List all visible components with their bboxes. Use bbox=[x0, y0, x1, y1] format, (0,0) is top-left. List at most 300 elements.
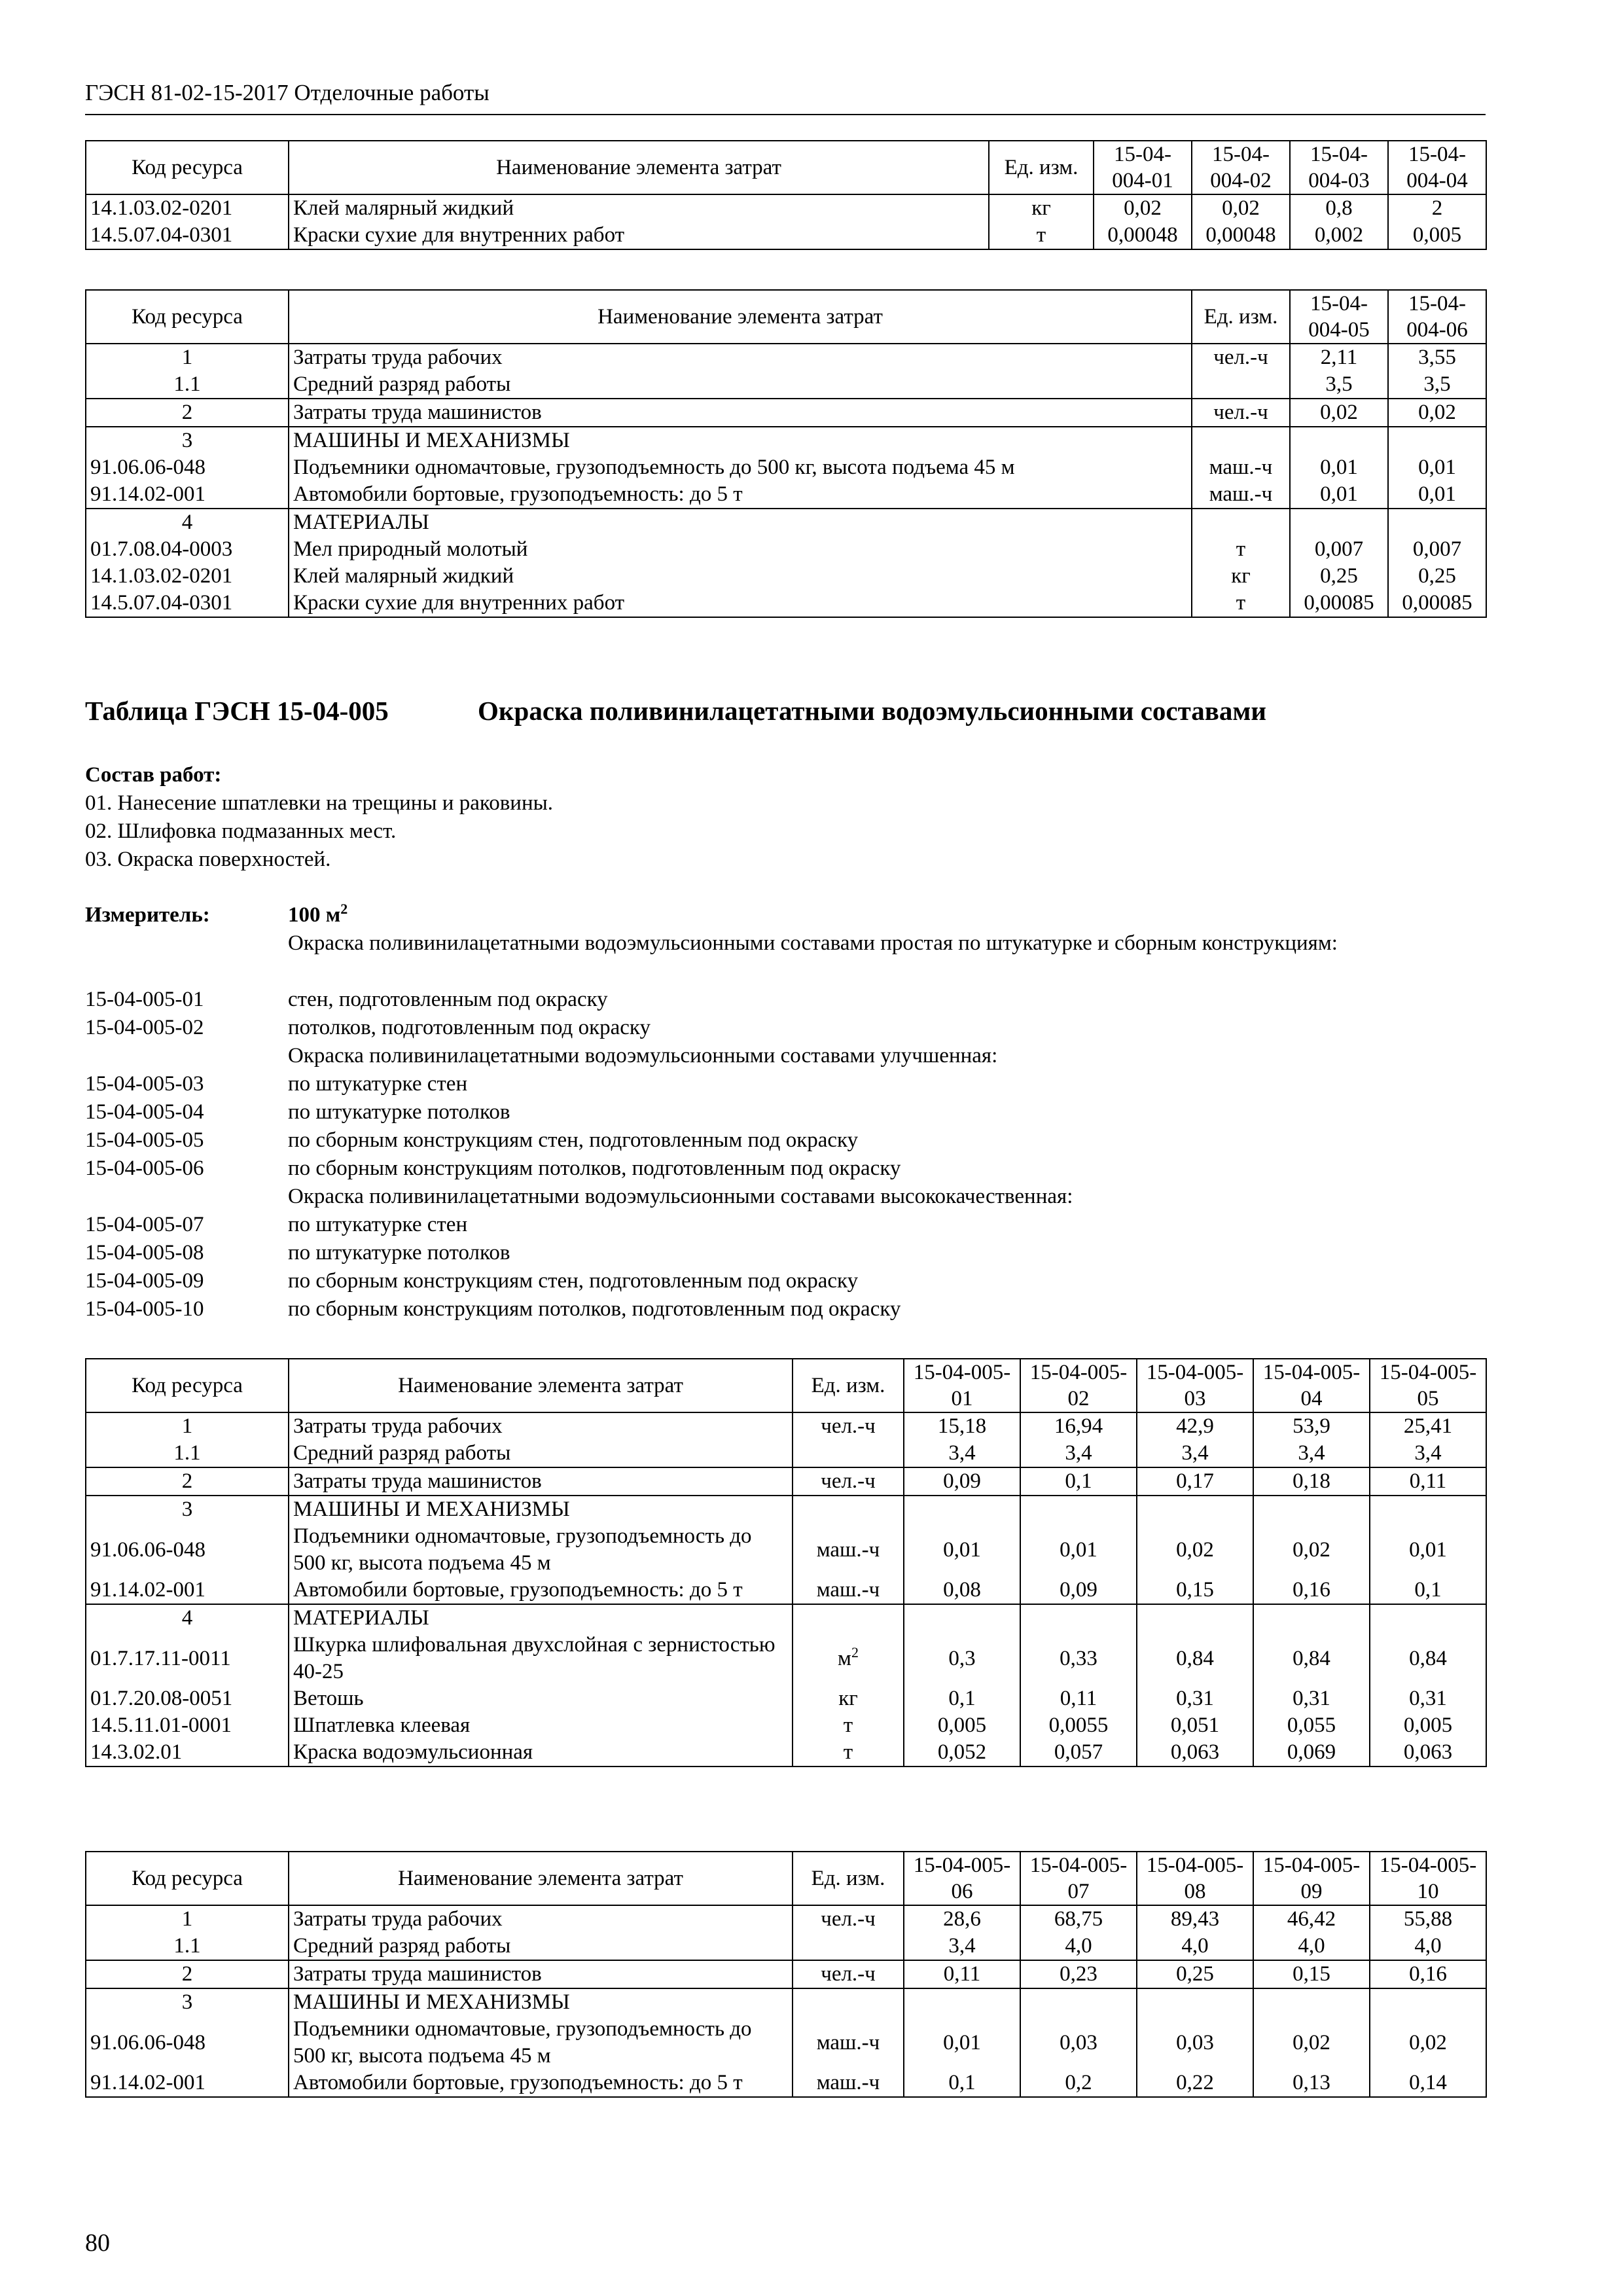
resource-code-cell: 14.5.07.04-0301 bbox=[86, 590, 289, 617]
table-row bbox=[86, 2070, 1486, 2097]
table-row bbox=[86, 1988, 1486, 2016]
value-cell: 0,055 bbox=[1253, 1712, 1370, 1739]
unit-cell bbox=[793, 1496, 904, 1523]
table-row bbox=[86, 1905, 1486, 1933]
unit-cell: т bbox=[989, 222, 1094, 249]
meter-item-code: 15-04-005-06 bbox=[85, 1157, 204, 1180]
resource-table-15-04-004-part1 bbox=[85, 140, 1487, 250]
table-number: Таблица ГЭСН 15-04-005 bbox=[85, 696, 389, 726]
column-header: Наименование элемента затрат bbox=[289, 290, 1192, 344]
value-cell: 3,4 bbox=[1020, 1440, 1137, 1467]
value-cell: 0,11 bbox=[1020, 1685, 1137, 1712]
value-cell: 0,01 bbox=[1020, 1523, 1137, 1577]
value-cell: 0,00048 bbox=[1094, 222, 1192, 249]
cost-element-cell: Подъемники одномачтовые, грузоподъемность до 500 кг, высота подъема 45 м bbox=[289, 1523, 793, 1577]
value-cell: 0,01 bbox=[1290, 481, 1388, 509]
column-header: Код ресурса bbox=[86, 1359, 289, 1412]
resource-code-cell: 4 bbox=[86, 509, 289, 536]
value-cell: 0,25 bbox=[1388, 563, 1486, 590]
cost-element-cell: МАШИНЫ И МЕХАНИЗМЫ bbox=[289, 1496, 793, 1523]
resource-code-cell: 14.1.03.02-0201 bbox=[86, 194, 289, 222]
cost-element-cell: Шкурка шлифовальная двухслойная с зернистостью 40-25 bbox=[289, 1632, 793, 1685]
value-cell bbox=[1137, 1988, 1253, 2016]
value-cell bbox=[1137, 1496, 1253, 1523]
value-cell: 42,9 bbox=[1137, 1412, 1253, 1440]
column-header: 15-04-005-01 bbox=[904, 1359, 1020, 1412]
resource-code-cell: 1.1 bbox=[86, 1933, 289, 1960]
value-cell bbox=[1253, 1496, 1370, 1523]
column-header: Ед. изм. bbox=[989, 141, 1094, 194]
value-cell: 0,02 bbox=[1370, 2016, 1486, 2070]
work-composition bbox=[85, 761, 553, 874]
value-cell: 0,02 bbox=[1192, 194, 1290, 222]
table-row bbox=[86, 1440, 1486, 1467]
meter-item-code: 15-04-005-07 bbox=[85, 1213, 204, 1236]
unit-cell: т bbox=[1192, 536, 1290, 563]
unit-cell: маш.-ч bbox=[793, 2016, 904, 2070]
resource-code-cell: 01.7.08.04-0003 bbox=[86, 536, 289, 563]
table-row bbox=[86, 2016, 1486, 2070]
unit-cell: чел.-ч bbox=[793, 1467, 904, 1496]
resource-code-cell: 1 bbox=[86, 1412, 289, 1440]
meter-item-code: 15-04-005-01 bbox=[85, 988, 204, 1011]
resource-code-cell: 14.5.07.04-0301 bbox=[86, 222, 289, 249]
value-cell: 3,4 bbox=[904, 1440, 1020, 1467]
value-cell: 0,02 bbox=[1290, 399, 1388, 427]
value-cell: 3,5 bbox=[1388, 371, 1486, 399]
meter-item-text: по штукатурке потолков bbox=[288, 1241, 510, 1265]
resource-code-cell: 3 bbox=[86, 427, 289, 454]
column-header: 15-04-004-06 bbox=[1388, 290, 1486, 344]
value-cell: 0,00085 bbox=[1388, 590, 1486, 617]
value-cell: 0,007 bbox=[1388, 536, 1486, 563]
value-cell bbox=[1370, 1496, 1486, 1523]
unit-cell: маш.-ч bbox=[793, 1577, 904, 1604]
cost-element-cell: Клей малярный жидкий bbox=[289, 563, 1192, 590]
work-composition-label: Состав работ: bbox=[85, 763, 222, 787]
table-header-row bbox=[86, 141, 1486, 194]
value-cell: 0,057 bbox=[1020, 1739, 1137, 1767]
cost-element-cell: Автомобили бортовые, грузоподъемность: до 5 т bbox=[289, 2070, 793, 2097]
value-cell: 0,8 bbox=[1290, 194, 1388, 222]
table-row bbox=[86, 509, 1486, 536]
value-cell: 3,4 bbox=[1253, 1440, 1370, 1467]
cost-element-cell: Затраты труда рабочих bbox=[289, 1905, 793, 1933]
resource-table-15-04-004-part2 bbox=[85, 289, 1487, 618]
resource-code-cell: 91.06.06-048 bbox=[86, 1523, 289, 1577]
value-cell: 0,1 bbox=[1370, 1577, 1486, 1604]
meter-item-text: по штукатурке стен bbox=[288, 1072, 468, 1096]
resource-code-cell: 91.14.02-001 bbox=[86, 1577, 289, 1604]
work-item: 02. Шлифовка подмазанных мест. bbox=[85, 819, 397, 843]
meter-item-code: 15-04-005-02 bbox=[85, 1016, 204, 1039]
page-number: 80 bbox=[85, 2229, 110, 2257]
value-cell: 0,01 bbox=[904, 1523, 1020, 1577]
cost-element-cell: Затраты труда машинистов bbox=[289, 1467, 793, 1496]
column-header: 15-04-004-02 bbox=[1192, 141, 1290, 194]
resource-code-cell: 01.7.20.08-0051 bbox=[86, 1685, 289, 1712]
table-row bbox=[86, 1412, 1486, 1440]
resource-code-cell: 3 bbox=[86, 1496, 289, 1523]
value-cell: 0,16 bbox=[1370, 1960, 1486, 1988]
value-cell: 0,007 bbox=[1290, 536, 1388, 563]
table-row bbox=[86, 1632, 1486, 1685]
value-cell bbox=[1388, 427, 1486, 454]
cost-element-cell: Затраты труда машинистов bbox=[289, 1960, 793, 1988]
unit-cell bbox=[793, 1988, 904, 2016]
table-row bbox=[86, 1496, 1486, 1523]
value-cell: 3,4 bbox=[1137, 1440, 1253, 1467]
resource-code-cell: 91.14.02-001 bbox=[86, 2070, 289, 2097]
table-row bbox=[86, 1604, 1486, 1632]
resource-code-cell: 4 bbox=[86, 1604, 289, 1632]
unit-cell: кг bbox=[1192, 563, 1290, 590]
value-cell: 0,02 bbox=[1137, 1523, 1253, 1577]
value-cell: 0,02 bbox=[1094, 194, 1192, 222]
value-cell: 68,75 bbox=[1020, 1905, 1137, 1933]
value-cell: 0,01 bbox=[1388, 481, 1486, 509]
work-item: 01. Нанесение шпатлевки на трещины и раковины. bbox=[85, 791, 554, 815]
column-header: 15-04-005-03 bbox=[1137, 1359, 1253, 1412]
unit-cell: т bbox=[793, 1712, 904, 1739]
value-cell bbox=[904, 1604, 1020, 1632]
value-cell: 0,00085 bbox=[1290, 590, 1388, 617]
column-header: Ед. изм. bbox=[793, 1852, 904, 1905]
resource-code-cell: 91.06.06-048 bbox=[86, 454, 289, 481]
resource-code-cell: 3 bbox=[86, 1988, 289, 2016]
resource-code-cell: 1.1 bbox=[86, 371, 289, 399]
unit-cell bbox=[793, 1933, 904, 1960]
cost-element-cell: МАШИНЫ И МЕХАНИЗМЫ bbox=[289, 427, 1192, 454]
value-cell: 0,84 bbox=[1137, 1632, 1253, 1685]
value-cell bbox=[1253, 1988, 1370, 2016]
table-header-row bbox=[86, 1359, 1486, 1412]
cost-element-cell: Средний разряд работы bbox=[289, 1933, 793, 1960]
cost-element-cell: Затраты труда машинистов bbox=[289, 399, 1192, 427]
cost-element-cell: Краски сухие для внутренних работ bbox=[289, 590, 1192, 617]
value-cell: 0,1 bbox=[904, 2070, 1020, 2097]
value-cell: 0,005 bbox=[1388, 222, 1486, 249]
value-cell: 0,25 bbox=[1290, 563, 1388, 590]
value-cell: 4,0 bbox=[1253, 1933, 1370, 1960]
value-cell bbox=[1370, 1604, 1486, 1632]
resource-table-15-04-005-part1 bbox=[85, 1358, 1487, 1767]
value-cell: 0,22 bbox=[1137, 2070, 1253, 2097]
meter-item-text: по штукатурке стен bbox=[288, 1213, 468, 1236]
meter-item-text: по сборным конструкциям стен, подготовленным под окраску bbox=[288, 1269, 859, 1293]
meter-item-text: потолков, подготовленным под окраску bbox=[288, 1016, 651, 1039]
table-row bbox=[86, 344, 1486, 371]
value-cell: 0,052 bbox=[904, 1739, 1020, 1767]
value-cell: 3,5 bbox=[1290, 371, 1388, 399]
value-cell: 89,43 bbox=[1137, 1905, 1253, 1933]
column-header: 15-04-005-09 bbox=[1253, 1852, 1370, 1905]
value-cell: 0,01 bbox=[904, 2016, 1020, 2070]
meter-item-text: стен, подготовленным под окраску bbox=[288, 988, 608, 1011]
value-cell: 0,063 bbox=[1137, 1739, 1253, 1767]
page-header: ГЭСН 81-02-15-2017 Отделочные работы bbox=[85, 77, 1486, 115]
cost-element-cell: Краска водоэмульсионная bbox=[289, 1739, 793, 1767]
value-cell bbox=[1137, 1604, 1253, 1632]
unit-cell: т bbox=[1192, 590, 1290, 617]
value-cell: 0,03 bbox=[1020, 2016, 1137, 2070]
value-cell: 0,01 bbox=[1388, 454, 1486, 481]
value-cell: 0,03 bbox=[1137, 2016, 1253, 2070]
unit-cell: т bbox=[793, 1739, 904, 1767]
value-cell: 0,02 bbox=[1388, 399, 1486, 427]
work-item: 03. Окраска поверхностей. bbox=[85, 848, 331, 871]
value-cell: 0,09 bbox=[1020, 1577, 1137, 1604]
table-row bbox=[86, 194, 1486, 222]
meter-item-text: по сборным конструкциям потолков, подготовленным под окраску bbox=[288, 1297, 901, 1321]
unit-cell: маш.-ч bbox=[1192, 454, 1290, 481]
value-cell: 3,4 bbox=[1370, 1440, 1486, 1467]
cost-element-cell: Подъемники одномачтовые, грузоподъемность до 500 кг, высота подъема 45 м bbox=[289, 2016, 793, 2070]
cost-element-cell: Автомобили бортовые, грузоподъемность: до 5 т bbox=[289, 1577, 793, 1604]
value-cell: 0,11 bbox=[904, 1960, 1020, 1988]
table-row bbox=[86, 222, 1486, 249]
value-cell: 0,2 bbox=[1020, 2070, 1137, 2097]
meter-item-text: Окраска поливинилацетатными водоэмульсионными составами улучшенная: bbox=[288, 1044, 998, 1067]
table-row bbox=[86, 536, 1486, 563]
meter-item-code: 15-04-005-10 bbox=[85, 1297, 204, 1321]
meter-item-code: 15-04-005-04 bbox=[85, 1100, 204, 1124]
value-cell: 0,0055 bbox=[1020, 1712, 1137, 1739]
table-row bbox=[86, 1712, 1486, 1739]
resource-code-cell: 1.1 bbox=[86, 1440, 289, 1467]
meter-item-code: 15-04-005-08 bbox=[85, 1241, 204, 1265]
table-row bbox=[86, 1739, 1486, 1767]
value-cell bbox=[1388, 509, 1486, 536]
value-cell: 0,002 bbox=[1290, 222, 1388, 249]
column-header: 15-04-005-02 bbox=[1020, 1359, 1137, 1412]
table-row bbox=[86, 563, 1486, 590]
resource-code-cell: 01.7.17.11-0011 bbox=[86, 1632, 289, 1685]
value-cell bbox=[1290, 509, 1388, 536]
value-cell: 0,17 bbox=[1137, 1467, 1253, 1496]
unit-cell: маш.-ч bbox=[793, 2070, 904, 2097]
table-row bbox=[86, 1523, 1486, 1577]
value-cell: 0,13 bbox=[1253, 2070, 1370, 2097]
resource-code-cell: 2 bbox=[86, 399, 289, 427]
resource-code-cell: 14.3.02.01 bbox=[86, 1739, 289, 1767]
value-cell: 4,0 bbox=[1370, 1933, 1486, 1960]
value-cell: 0,01 bbox=[1370, 1523, 1486, 1577]
value-cell: 0,051 bbox=[1137, 1712, 1253, 1739]
table-row bbox=[86, 481, 1486, 509]
meter-item-code: 15-04-005-03 bbox=[85, 1072, 204, 1096]
unit-cell: кг bbox=[989, 194, 1094, 222]
value-cell bbox=[1020, 1496, 1137, 1523]
resource-code-cell: 91.14.02-001 bbox=[86, 481, 289, 509]
value-cell: 0,063 bbox=[1370, 1739, 1486, 1767]
meter-item-text: Окраска поливинилацетатными водоэмульсионными составами высококачественная: bbox=[288, 1185, 1073, 1208]
column-header: 15-04-004-04 bbox=[1388, 141, 1486, 194]
value-cell bbox=[904, 1496, 1020, 1523]
unit-cell bbox=[1192, 371, 1290, 399]
cost-element-cell: Ветошь bbox=[289, 1685, 793, 1712]
resource-code-cell: 1 bbox=[86, 1905, 289, 1933]
cost-element-cell: Автомобили бортовые, грузоподъемность: до 5 т bbox=[289, 481, 1192, 509]
value-cell: 3,55 bbox=[1388, 344, 1486, 371]
value-cell: 2,11 bbox=[1290, 344, 1388, 371]
cost-element-cell: Клей малярный жидкий bbox=[289, 194, 989, 222]
meter-item-code: 15-04-005-05 bbox=[85, 1128, 204, 1152]
resource-code-cell: 91.06.06-048 bbox=[86, 2016, 289, 2070]
value-cell bbox=[1253, 1604, 1370, 1632]
value-cell: 0,3 bbox=[904, 1632, 1020, 1685]
value-cell: 0,23 bbox=[1020, 1960, 1137, 1988]
value-cell: 0,01 bbox=[1290, 454, 1388, 481]
value-cell: 0,16 bbox=[1253, 1577, 1370, 1604]
value-cell: 0,005 bbox=[1370, 1712, 1486, 1739]
meter-value: 100 $м^2$ bbox=[288, 901, 348, 927]
value-cell: 0,1 bbox=[904, 1685, 1020, 1712]
table-row bbox=[86, 371, 1486, 399]
value-cell: 0,00048 bbox=[1192, 222, 1290, 249]
value-cell: 46,42 bbox=[1253, 1905, 1370, 1933]
value-cell: 0,069 bbox=[1253, 1739, 1370, 1767]
value-cell: 0,005 bbox=[904, 1712, 1020, 1739]
value-cell: 0,09 bbox=[904, 1467, 1020, 1496]
value-cell: 0,02 bbox=[1253, 1523, 1370, 1577]
column-header: Наименование элемента затрат bbox=[289, 1359, 793, 1412]
resource-table-15-04-005-part2 bbox=[85, 1851, 1487, 2098]
value-cell: 15,18 bbox=[904, 1412, 1020, 1440]
unit-cell bbox=[1192, 509, 1290, 536]
table-title: Окраска поливинилацетатными водоэмульсионными составами bbox=[478, 696, 1266, 726]
column-header: 15-04-005-07 bbox=[1020, 1852, 1137, 1905]
column-header: 15-04-004-01 bbox=[1094, 141, 1192, 194]
table-row bbox=[86, 1685, 1486, 1712]
value-cell: 25,41 bbox=[1370, 1412, 1486, 1440]
cost-element-cell: Затраты труда рабочих bbox=[289, 1412, 793, 1440]
unit-cell: маш.-ч bbox=[793, 1523, 904, 1577]
value-cell: 4,0 bbox=[1137, 1933, 1253, 1960]
value-cell: 0,08 bbox=[904, 1577, 1020, 1604]
cost-element-cell: МАШИНЫ И МЕХАНИЗМЫ bbox=[289, 1988, 793, 2016]
value-cell: 0,02 bbox=[1253, 2016, 1370, 2070]
meter-item-text: по сборным конструкциям стен, подготовленным под окраску bbox=[288, 1128, 859, 1152]
value-cell: 53,9 bbox=[1253, 1412, 1370, 1440]
value-cell: 55,88 bbox=[1370, 1905, 1486, 1933]
column-header: Код ресурса bbox=[86, 141, 289, 194]
cost-element-cell: Средний разряд работы bbox=[289, 1440, 793, 1467]
column-header: 15-04-005-05 bbox=[1370, 1359, 1486, 1412]
value-cell bbox=[1370, 1988, 1486, 2016]
cost-element-cell: Подъемники одномачтовые, грузоподъемность до 500 кг, высота подъема 45 м bbox=[289, 454, 1192, 481]
resource-code-cell: 2 bbox=[86, 1960, 289, 1988]
column-header: Наименование элемента затрат bbox=[289, 141, 989, 194]
resource-code-cell: 14.1.03.02-0201 bbox=[86, 563, 289, 590]
column-header: Код ресурса bbox=[86, 290, 289, 344]
column-header: 15-04-005-10 bbox=[1370, 1852, 1486, 1905]
unit-cell: маш.-ч bbox=[1192, 481, 1290, 509]
unit-cell: чел.-ч bbox=[793, 1960, 904, 1988]
unit-cell: $м^2$ bbox=[793, 1632, 904, 1685]
column-header: 15-04-005-04 bbox=[1253, 1359, 1370, 1412]
value-cell: 0,31 bbox=[1253, 1685, 1370, 1712]
cost-element-cell: Мел природный молотый bbox=[289, 536, 1192, 563]
column-header: 15-04-005-06 bbox=[904, 1852, 1020, 1905]
value-cell: 0,15 bbox=[1137, 1577, 1253, 1604]
value-cell: 0,33 bbox=[1020, 1632, 1137, 1685]
resource-code-cell: 14.5.11.01-0001 bbox=[86, 1712, 289, 1739]
cost-element-cell: Краски сухие для внутренних работ bbox=[289, 222, 989, 249]
table-row bbox=[86, 1577, 1486, 1604]
value-cell: 28,6 bbox=[904, 1905, 1020, 1933]
unit-cell bbox=[793, 1440, 904, 1467]
table-row bbox=[86, 399, 1486, 427]
section-title bbox=[85, 695, 1266, 726]
meter-item-text: по штукатурке потолков bbox=[288, 1100, 510, 1124]
table-row bbox=[86, 454, 1486, 481]
table-row bbox=[86, 1467, 1486, 1496]
value-cell: 0,1 bbox=[1020, 1467, 1137, 1496]
unit-cell: чел.-ч bbox=[793, 1412, 904, 1440]
value-cell: 0,14 bbox=[1370, 2070, 1486, 2097]
value-cell: 0,25 bbox=[1137, 1960, 1253, 1988]
meter-item-text: по сборным конструкциям потолков, подготовленным под окраску bbox=[288, 1157, 901, 1180]
value-cell bbox=[1020, 1988, 1137, 2016]
value-cell: 0,31 bbox=[1137, 1685, 1253, 1712]
meter-item-code: 15-04-005-09 bbox=[85, 1269, 204, 1293]
column-header: Ед. изм. bbox=[1192, 290, 1290, 344]
table-header-row bbox=[86, 290, 1486, 344]
unit-cell: чел.-ч bbox=[1192, 344, 1290, 371]
value-cell: 16,94 bbox=[1020, 1412, 1137, 1440]
column-header: 15-04-004-03 bbox=[1290, 141, 1388, 194]
unit-cell: чел.-ч bbox=[793, 1905, 904, 1933]
cost-element-cell: Шпатлевка клеевая bbox=[289, 1712, 793, 1739]
resource-code-cell: 1 bbox=[86, 344, 289, 371]
column-header: Наименование элемента затрат bbox=[289, 1852, 793, 1905]
value-cell bbox=[1290, 427, 1388, 454]
table-header-row bbox=[86, 1852, 1486, 1905]
value-cell: 0,31 bbox=[1370, 1685, 1486, 1712]
table-row bbox=[86, 1960, 1486, 1988]
value-cell: 0,15 bbox=[1253, 1960, 1370, 1988]
value-cell: 3,4 bbox=[904, 1933, 1020, 1960]
value-cell bbox=[1020, 1604, 1137, 1632]
value-cell: 4,0 bbox=[1020, 1933, 1137, 1960]
cost-element-cell: Средний разряд работы bbox=[289, 371, 1192, 399]
column-header: 15-04-005-08 bbox=[1137, 1852, 1253, 1905]
value-cell: 0,11 bbox=[1370, 1467, 1486, 1496]
table-row bbox=[86, 427, 1486, 454]
value-cell bbox=[904, 1988, 1020, 2016]
column-header: 15-04-004-05 bbox=[1290, 290, 1388, 344]
value-cell: 0,84 bbox=[1370, 1632, 1486, 1685]
cost-element-cell: МАТЕРИАЛЫ bbox=[289, 1604, 793, 1632]
column-header: Ед. изм. bbox=[793, 1359, 904, 1412]
table-row bbox=[86, 1933, 1486, 1960]
value-cell: 0,18 bbox=[1253, 1467, 1370, 1496]
resource-code-cell: 2 bbox=[86, 1467, 289, 1496]
meter-label: Измеритель: bbox=[85, 903, 210, 927]
meter-item-text: Окраска поливинилацетатными водоэмульсионными составами простая по штукатурке и сборным конструкциям: bbox=[288, 931, 1338, 955]
value-cell: 0,84 bbox=[1253, 1632, 1370, 1685]
cost-element-cell: МАТЕРИАЛЫ bbox=[289, 509, 1192, 536]
unit-cell bbox=[793, 1604, 904, 1632]
table-row bbox=[86, 590, 1486, 617]
unit-cell bbox=[1192, 427, 1290, 454]
unit-cell: кг bbox=[793, 1685, 904, 1712]
cost-element-cell: Затраты труда рабочих bbox=[289, 344, 1192, 371]
unit-cell: чел.-ч bbox=[1192, 399, 1290, 427]
value-cell: 2 bbox=[1388, 194, 1486, 222]
column-header: Код ресурса bbox=[86, 1852, 289, 1905]
